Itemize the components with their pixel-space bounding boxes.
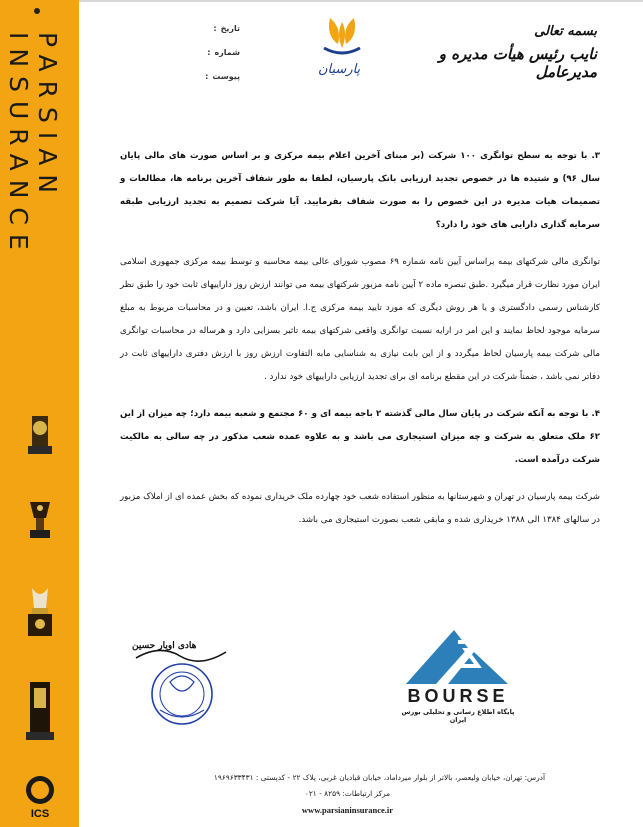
brand-sidebar: [0, 0, 79, 827]
trophy-icon: [20, 412, 60, 456]
logo-text: پارسیان: [318, 62, 361, 77]
number-row: : شماره: [207, 47, 240, 57]
number-label: شماره: [214, 47, 240, 57]
bourse-subtitle: پایگاه اطلاع رسانی و تحلیلی بورس ایران: [401, 708, 515, 724]
parsian-logo-icon: [316, 14, 368, 92]
date-label: تاریخ: [220, 23, 240, 33]
question-4: ۴. با توجه به آنکه شرکت در پایان سال مالی گذشته ۲ باجه بیمه ای و ۶۰ مجتمع و شعبه بیمه دارد؛ چه میزان از این ۶۲ ملک متعلق به شرکت و چه میزان استیجاری می باشد و به علاوه عمده شعب مذکور در چه سالی به مالکیت شرکت درآمده است.: [120, 409, 600, 465]
plaque-award-icon: [20, 680, 60, 744]
position-title: نایب رئیس هیأت مدیره و مدیرعامل: [438, 45, 597, 81]
date-row: : تاریخ: [213, 23, 240, 33]
footer-address: آدرس: تهران، خیابان ولیعصر، بالاتر از بلوار میرداماد، خیابان قبادیان غربی، پلاک ۲۲ - کدپستی : ۱۹۶۹۶۳۳۴۳۱: [213, 773, 545, 782]
statue-award-icon: [20, 498, 60, 542]
sidebar-dot: [34, 8, 40, 14]
attachment-row: : پیوست: [205, 71, 240, 81]
signature-stamp-icon: [130, 640, 230, 730]
letterhead-title: [387, 24, 597, 81]
signatory-name: هادی اویار حسین: [132, 641, 197, 651]
attachment-label: پیوست: [212, 71, 240, 81]
ics-certification-icon: [20, 772, 60, 822]
footer-website-link[interactable]: www.parsianinsurance.ir: [301, 805, 394, 815]
answer-3: توانگری مالی شرکتهای بیمه براساس آیین نامه شماره ۶۹ مصوب شورای عالی بیمه محاسبه و توسط بیمه مرکزی جمهوری اسلامی ایران مورد نظارت قرار میگیرد .طبق تبصره ماده ۲ آیین نامه مزبور شرکتهای بیمه می توانند ارزش روز داراییهای ثابت خود را طبق نظر کارشناس رسمی دادگستری و یا هر روش دیگری که مورد تایید بیمه مرکزی ج.ا. ایران باشد، تعیین و در محاسبات مربوط به مبلغ سرمایه موجود لحاظ نمایند و این امر در ارایه نسبت توانگری واقعی شرکتهای بیمه تاثیر بسزایی دارد و هرساله در محاسبات توانگری مالی شرکت بیمه پارسیان لحاظ میگردد و از این بابت نیازی به شناسایی مابه التفاوت ارزش روز با ارزش دفتری داراییهای ثابت در دفاتر نمی باشد ، ضمناً شرکت در این مقطع برنامه ای برای تجدید ارزیابی داراییهای خود ندارد .: [120, 257, 601, 382]
top-border: [0, 0, 643, 2]
bourse-wordmark: BOURSE: [407, 686, 509, 706]
bismillah: بسمه تعالی: [534, 24, 597, 39]
answer-4: شرکت بیمه پارسیان در تهران و شهرستانها به منظور استفاده شعب خود چهارده ملک خریداری نموده که بخش عمده ای از املاک مزبور در سالهای ۱۳۸۴ الی ۱۳۸۸ خریداری شده و مابقی شعب بصورت استیجاری می باشد.: [120, 492, 600, 525]
letter-meta: [130, 16, 240, 88]
cup-award-icon: [20, 586, 60, 640]
svg-text:ICS: ICS: [30, 808, 50, 820]
question-3: ۳. با توجه به سطح توانگری ۱۰۰ شرکت (بر مبنای آخرین اعلام بیمه مرکزی و بر اساس صورت های مالی پایان سال ۹۶) و شتیده ها در خصوص تجدید ارزیابی بانک پارسیان، لطفا به طور شفاف آخرین برنامه ها، مطالعات و تصمیمات هیات مدیره در این خصوص را به صورت شفاف بفرمایید. آیا شرکت تصمیم به تجدید ارزیابی طبقه سرمایه گذاری دارایی های خود را دارد؟: [120, 151, 601, 230]
letter-body: [120, 145, 600, 546]
letter-footer: [150, 770, 545, 818]
footer-contact: مرکز ارتباطات: ۸۲۵۹ - ۰۲۱: [304, 789, 391, 798]
brand-vertical-text: PARSIAN INSURANCE: [4, 32, 62, 259]
